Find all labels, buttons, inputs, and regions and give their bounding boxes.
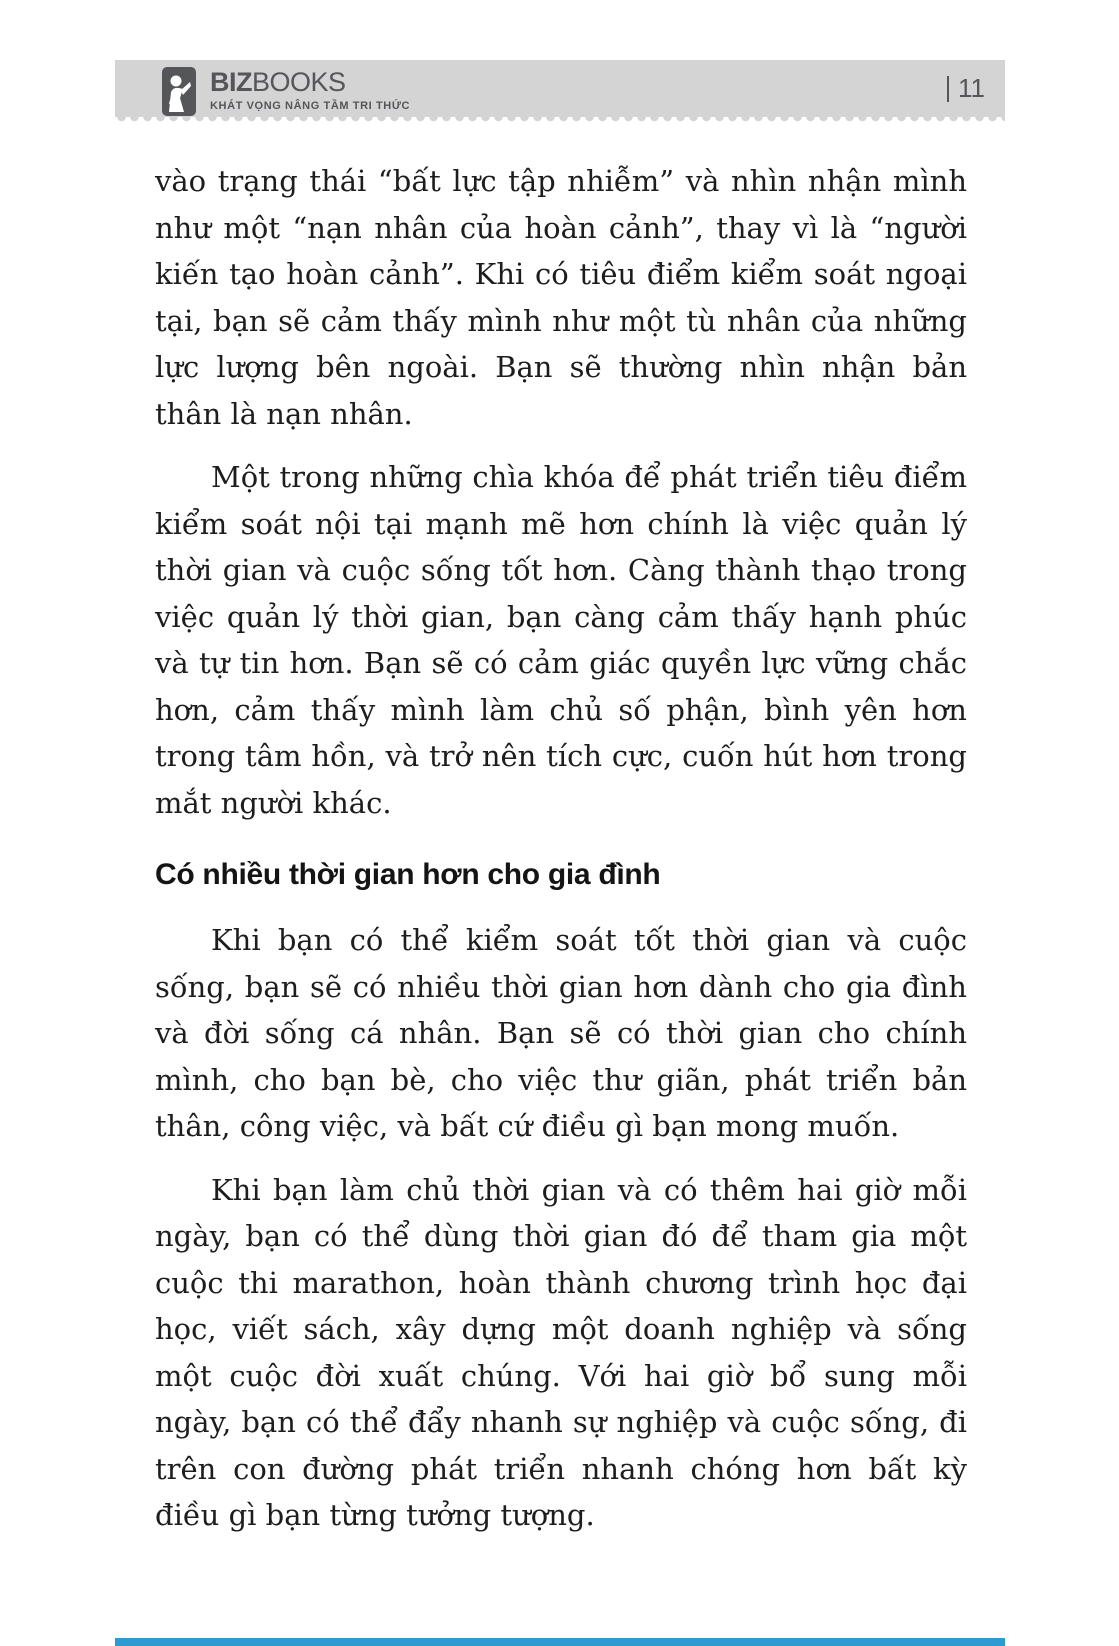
paragraph: vào trạng thái “bất lực tập nhiễm” và nhìn nhận mình như một “nạn nhân của hoàn cảnh”, thay vì là “người kiến tạo hoàn cảnh”. Khi có tiêu điểm kiểm soát ngoại tại, bạn sẽ cảm thấy mình như một tù nhân của những lực lượng bên ngoài. Bạn sẽ thường nhìn nhận bản thân là nạn nhân. <box>155 164 967 431</box>
page-number: 11 <box>958 73 985 103</box>
page-indicator <box>947 60 985 117</box>
perforated-edge <box>115 117 1005 126</box>
page-content <box>155 158 967 1556</box>
header-bar <box>115 60 1005 117</box>
footer-accent-strip <box>115 1638 1005 1646</box>
page-number-divider <box>947 76 949 102</box>
paragraph: Khi bạn có thể kiểm soát tốt thời gian và cuộc sống, bạn sẽ có nhiều thời gian hơn dành cho gia đình và đời sống cá nhân. Bạn sẽ có thời gian cho chính mình, cho bạn bè, cho việc thư giãn, phát triển bản thân, công việc, và bất cứ điều gì bạn mong muốn. <box>155 923 967 1143</box>
paragraph: Một trong những chìa khóa để phát triển tiêu điểm kiểm soát nội tại mạnh mẽ hơn chính là việc quản lý thời gian và cuộc sống tốt hơn. Càng thành thạo trong việc quản lý thời gian, bạn càng cảm thấy hạnh phúc và tự tin hơn. Bạn sẽ có cảm giác quyền lực vững chắc hơn, cảm thấy mình làm chủ số phận, bình yên hơn trong tâm hồn, và trở nên tích cực, cuốn hút hơn trong mắt người khác. <box>155 460 967 820</box>
bizbooks-logo-icon <box>162 67 196 116</box>
paragraph: Khi bạn làm chủ thời gian và có thêm hai giờ mỗi ngày, bạn có thể dùng thời gian đó để tham gia một cuộc thi marathon, hoàn thành chương trình học đại học, viết sách, xây dựng một doanh nghiệp và sống một cuộc đời xuất chúng. Với hai giờ bổ sung mỗi ngày, bạn có thể đẩy nhanh sự nghiệp và cuộc sống, đi trên con đường phát triển nhanh chóng hơn bất kỳ điều gì bạn từng tưởng tượng. <box>155 1172 967 1532</box>
brand-tagline: KHÁT VỌNG NÂNG TẦM TRI THỨC <box>210 100 411 112</box>
brand-name <box>210 69 410 96</box>
brand-block <box>210 69 410 112</box>
brand-name-secondary: BOOKS <box>252 67 346 97</box>
section-heading: Có nhiều thời gian hơn cho gia đình <box>155 858 661 891</box>
brand-name-primary: BIZ <box>210 67 252 97</box>
